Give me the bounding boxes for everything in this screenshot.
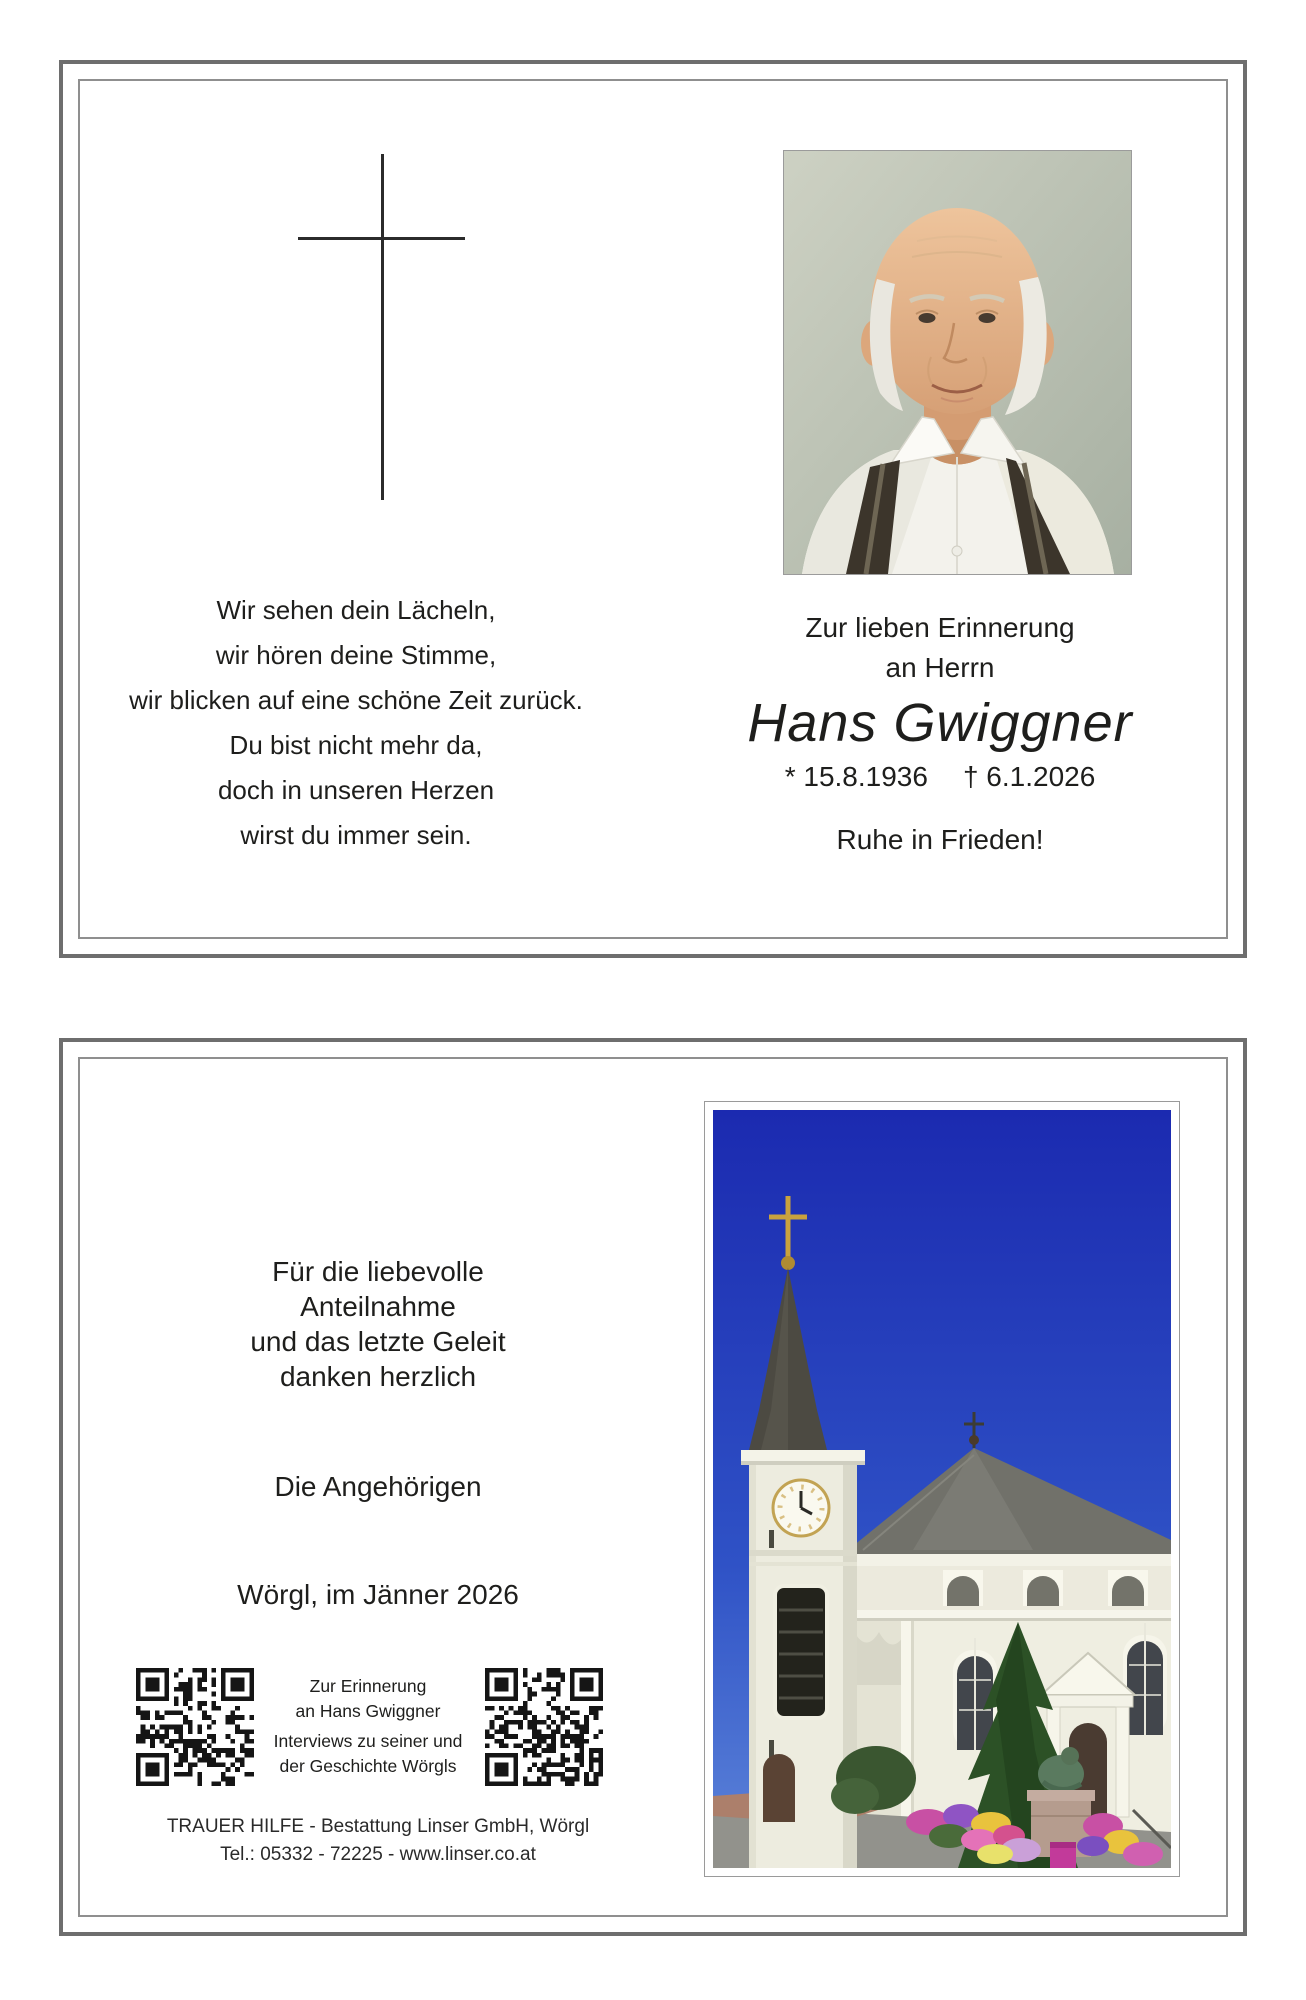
card-back [59, 1038, 1247, 1936]
thanks-line: und das letzte Geleit [250, 1326, 506, 1357]
poem-line: wirst du immer sein. [240, 820, 472, 850]
place-date-line: Wörgl, im Jänner 2026 [237, 1579, 519, 1610]
thanks-line: Anteilnahme [300, 1291, 456, 1322]
life-dates [710, 757, 1170, 797]
qr-code-right-icon [485, 1668, 603, 1786]
intro-line-1: Zur lieben Erinnerung [805, 612, 1075, 643]
intro-line-2: an Herrn [885, 652, 995, 683]
thanks-text [138, 1254, 618, 1394]
church-illustration [713, 1110, 1171, 1868]
funeral-home-contact: Tel.: 05332 - 72225 - www.linser.co.at [220, 1844, 536, 1865]
poem-line: Wir sehen dein Lächeln, [216, 595, 496, 625]
deceased-name: Hans Gwiggner [747, 693, 1133, 753]
portrait-illustration [784, 151, 1131, 574]
church-photo [704, 1101, 1180, 1877]
death-date: † 6.1.2026 [962, 761, 1096, 792]
poem [86, 588, 626, 858]
qr-caption-bottom: Interviews zu seiner und der Geschichte Wörgls [273, 1731, 463, 1776]
card-front [59, 60, 1247, 958]
farewell-line: Ruhe in Frieden! [836, 824, 1044, 855]
birth-date: * 15.8.1936 [784, 761, 928, 792]
funeral-home-name: TRAUER HILFE - Bestattung Linser GmbH, Wörgl [166, 1816, 590, 1837]
qr-caption-top: Zur Erinnerung an Hans Gwiggner [295, 1676, 441, 1721]
thanks-line: Für die liebevolle [272, 1256, 484, 1287]
poem-line: wir blicken auf eine schöne Zeit zurück. [129, 685, 583, 715]
poem-line: Du bist nicht mehr da, [229, 730, 483, 760]
qr-code-left-icon [136, 1668, 254, 1786]
poem-line: wir hören deine Stimme, [215, 640, 497, 670]
poem-line: doch in unseren Herzen [217, 775, 495, 805]
family-line: Die Angehörigen [274, 1471, 482, 1502]
thanks-line: danken herzlich [279, 1361, 477, 1392]
funeral-home-info [128, 1813, 628, 1869]
portrait-photo [783, 150, 1132, 575]
